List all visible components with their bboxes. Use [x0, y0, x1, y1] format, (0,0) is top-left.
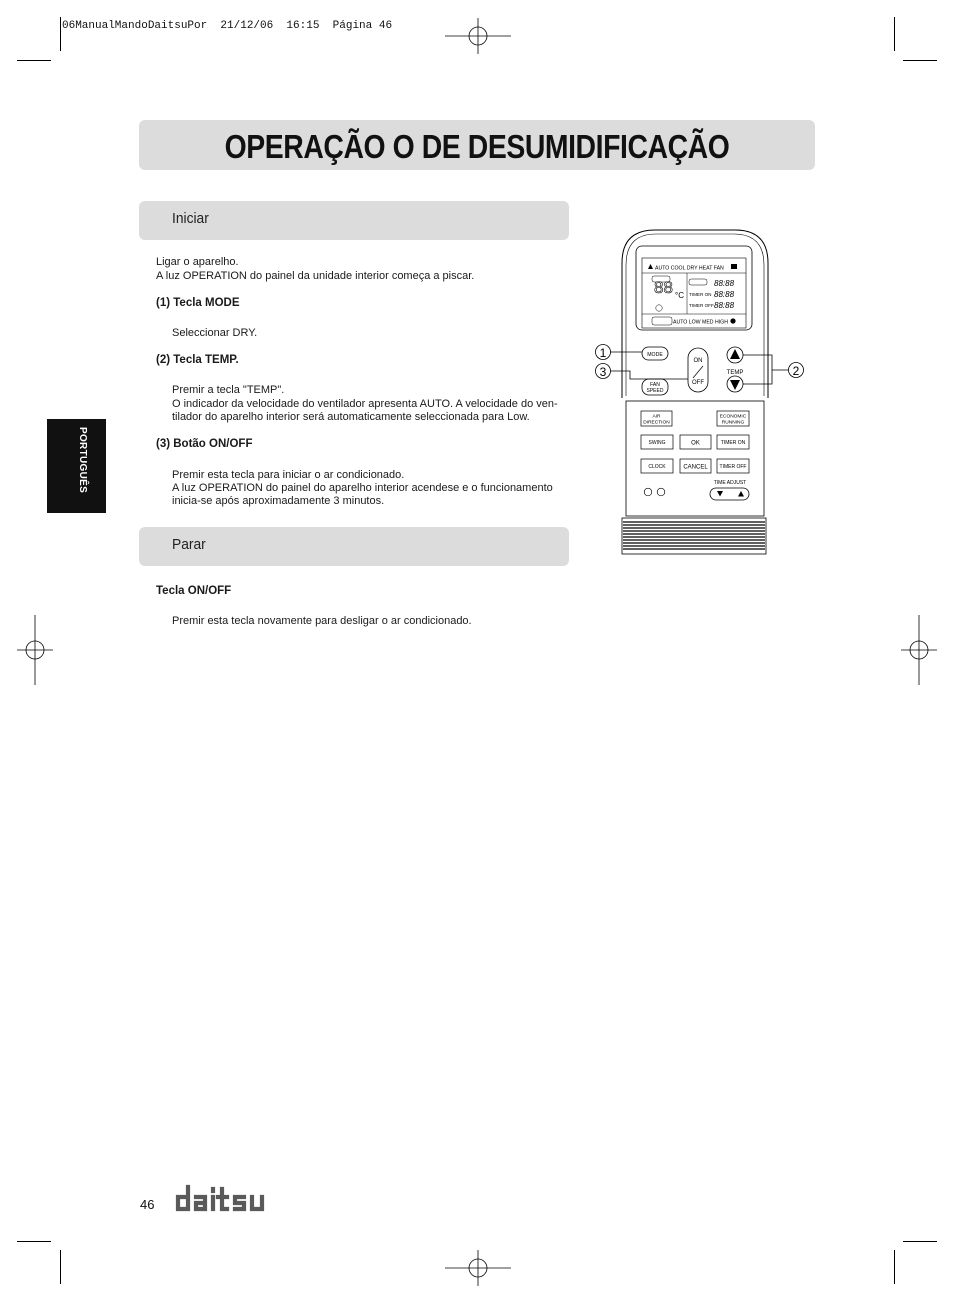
registration-mark-bottom: [445, 1250, 511, 1286]
step2-line-1: Premir a tecla "TEMP".: [172, 384, 285, 396]
fan-speed-label-2: SPEED: [646, 388, 664, 394]
lcd-timer-off-digits: 88:88: [714, 301, 735, 310]
lcd-fan-icon: [730, 318, 735, 323]
crop-mark-bottom-left-v: [60, 1250, 61, 1284]
title-bar: [139, 120, 815, 170]
crop-mark-top-right-v: [894, 17, 895, 51]
remote-control-illustration: [590, 228, 810, 558]
page-title: OPERAÇÃO O DE DESUMIDIFICAÇÃO: [224, 128, 730, 165]
lcd-mode-row: AUTO COOL DRY HEAT FAN: [655, 265, 724, 272]
timer-on-label: TIMER ON: [720, 440, 746, 446]
section-bar-stop: [139, 527, 569, 566]
ok-label: OK: [691, 440, 700, 447]
economic-label-1: ECONOMIC: [719, 414, 747, 420]
registration-mark-right: [901, 615, 937, 685]
indicator-light-1: [644, 488, 652, 496]
lcd-timer-off-label: TIMER OFF: [689, 303, 714, 308]
step3-line-1: Premir esta tecla para iniciar o ar condicionado.: [172, 469, 405, 481]
crop-mark-bottom-right-h: [903, 1241, 937, 1242]
time-adjust-button: [710, 488, 749, 500]
callout-3-label: 3: [599, 365, 607, 379]
air-direction-label-1: AIR: [652, 414, 661, 420]
lcd-clock-digits: 88:88: [714, 279, 735, 288]
clock-label: CLOCK: [648, 464, 666, 470]
lcd-timer-on-label: TIMER ON: [689, 292, 712, 297]
swing-label: SWING: [648, 440, 666, 446]
step3-line-3: inicia-se após aproximadamente 3 minutos.: [172, 495, 385, 507]
lcd-temp-digits: 88: [654, 278, 673, 297]
mode-button-label: MODE: [647, 352, 663, 358]
time-adjust-label: TIME ADJUST: [713, 480, 747, 486]
crop-mark-top-left-h: [17, 60, 51, 61]
lcd-battery-icon: [731, 264, 737, 269]
stop-heading: Tecla ON/OFF: [156, 585, 232, 597]
fan-speed-label-1: FAN: [650, 382, 660, 388]
lcd-temp-unit: °C: [675, 291, 684, 300]
economic-label-2: RUNNING: [721, 420, 745, 426]
section-bar-start: [139, 201, 569, 240]
intro-line-1: Ligar o aparelho.: [156, 256, 239, 268]
page-number: 46: [140, 1197, 155, 1212]
step3-heading: (3) Botão ON/OFF: [156, 438, 253, 450]
stop-text: Premir esta tecla novamente para desligar o ar condicionado.: [172, 615, 472, 627]
step1-heading: (1) Tecla MODE: [156, 297, 240, 309]
registration-mark-top: [445, 18, 511, 54]
lcd-timer-on-digits: 88:88: [714, 290, 735, 299]
intro-line-2: A luz OPERATION do painel da unidade interior começa a piscar.: [156, 270, 475, 282]
step2-heading: (2) Tecla TEMP.: [156, 354, 239, 366]
lcd-fan-row: AUTO LOW MED HIGH: [673, 319, 728, 326]
callout-1-label: 1: [599, 346, 607, 360]
section-title-stop: Parar: [172, 536, 206, 553]
language-tab: [47, 419, 106, 513]
crop-mark-top-right-h: [903, 60, 937, 61]
step2-line-2: O indicador da velocidade do ventilador apresenta AUTO. A velocidade do ven-: [172, 398, 558, 410]
temp-label: TEMP: [726, 370, 744, 376]
on-label: ON: [693, 358, 703, 364]
crop-mark-bottom-right-v: [894, 1250, 895, 1284]
off-label: OFF: [692, 380, 704, 386]
language-tab-label: PORTUGUÊS: [77, 427, 88, 494]
registration-mark-left: [17, 615, 53, 685]
section-title-start: Iniciar: [172, 210, 209, 227]
daitsu-logo: [174, 1184, 270, 1214]
timer-off-label: TIMER OFF: [719, 464, 747, 470]
step2-line-3: tilador do aparelho interior será automaticamente seleccionada para Low.: [172, 411, 530, 423]
air-direction-label-2: DIRECTION: [643, 420, 670, 426]
indicator-light-2: [657, 488, 665, 496]
step1-text: Seleccionar DRY.: [172, 327, 258, 339]
print-slug: 06ManualMandoDaitsuPor 21/12/06 16:15 Página 46: [62, 20, 393, 32]
step3-line-2: A luz OPERATION do painel do aparelho interior acendese e o funcionamento: [172, 482, 553, 494]
callout-2-label: 2: [792, 364, 800, 378]
cancel-label: CANCEL: [683, 464, 708, 471]
crop-mark-top-left-v: [60, 17, 61, 51]
crop-mark-bottom-left-h: [17, 1241, 51, 1242]
